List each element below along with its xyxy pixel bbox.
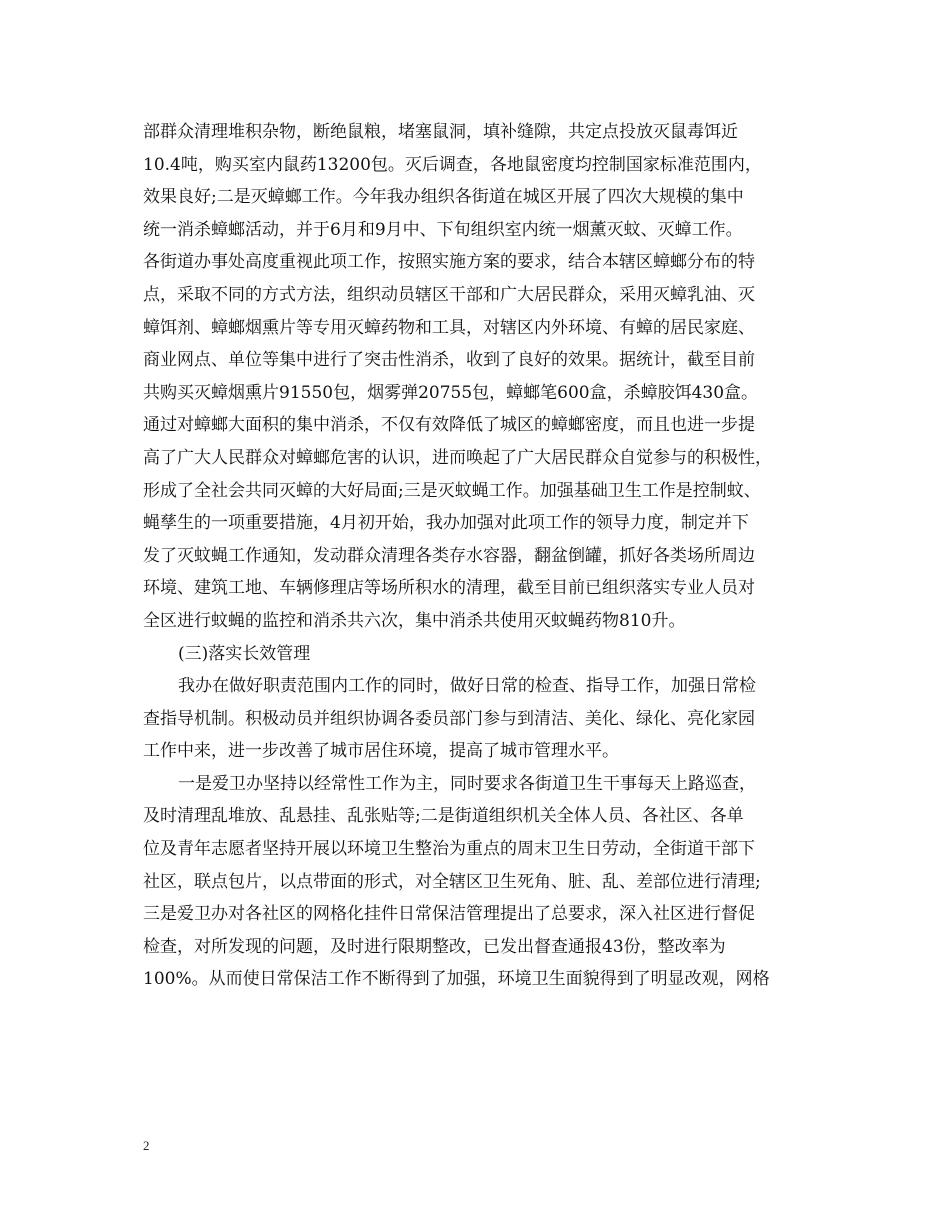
text-line: 形成了全社会共同灭蟑的大好局面;三是灭蚊蝇工作。加强基础卫生工作是控制蚊、 — [143, 480, 761, 501]
text-line: 我办在做好职责范围内工作的同时，做好日常的检查、指导工作，加强日常检 — [178, 676, 756, 697]
text-line: 三是爱卫办对各社区的网格化挂件日常保洁管理提出了总要求，深入社区进行督促 — [143, 904, 755, 925]
text-line: 蟑饵剂、蟑螂烟熏片等专用灭蟑药物和工具，对辖区内外环境、有蟑的居民家庭、 — [143, 317, 755, 338]
text-line: 点，采取不同的方式方法，组织动员辖区干部和广大居民群众，采用灭蟑乳油、灭 — [143, 284, 755, 305]
text-line: 各街道办事处高度重视此项工作，按照实施方案的要求，结合本辖区蟑螂分布的特 — [143, 252, 755, 273]
text-line: 蝇孳生的一项重要措施，4月初开始，我办加强对此项工作的领导力度，制定并下 — [143, 513, 749, 534]
text-line: 100%。从而使日常保洁工作不断得到了加强，环境卫生面貌得到了明显改观，网格 — [143, 969, 770, 990]
text-line: 一是爱卫办坚持以经常性工作为主，同时要求各街道卫生干事每天上路巡查， — [178, 773, 756, 794]
page-number: 2 — [143, 1138, 150, 1153]
text-line: 工作中来，进一步改善了城市居住环境，提高了城市管理水平。 — [143, 741, 619, 762]
text-line: 通过对蟑螂大面积的集中消杀，不仅有效降低了城区的蟑螂密度，而且也进一步提 — [143, 415, 755, 436]
section-heading: (三)落实长效管理 — [178, 643, 311, 664]
text-line: 部群众清理堆积杂物，断绝鼠粮，堵塞鼠洞，填补缝隙，共定点投放灭鼠毒饵近 — [143, 122, 738, 142]
text-line: 环境、建筑工地、车辆修理店等场所积水的清理，截至目前已组织落实专业人员对 — [143, 578, 755, 599]
document-body — [143, 116, 814, 996]
text-line: 效果良好;二是灭蟑螂工作。今年我办组织各街道在城区开展了四次大规模的集中 — [143, 187, 744, 208]
text-line: 及时清理乱堆放、乱悬挂、乱张贴等;二是街道组织机关全体人员、各社区、各单 — [143, 806, 744, 827]
text-line: 检查，对所发现的问题，及时进行限期整改，已发出督查通报43份，整改率为 — [143, 936, 726, 957]
text-line: 全区进行蚊蝇的监控和消杀共六次，集中消杀共使用灭蚊蝇药物810升。 — [143, 610, 686, 631]
text-line: 位及青年志愿者坚持开展以环境卫生整治为重点的周末卫生日劳动，全街道干部下 — [143, 839, 755, 860]
text-line: 统一消杀蟑螂活动，并于6月和9月中、下旬组织室内统一烟薰灭蚊、灭蟑工作。 — [143, 219, 743, 240]
text-line: 10.4吨，购买室内鼠药13200包。灭后调查，各地鼠密度均控制国家标准范围内， — [143, 154, 762, 175]
text-line: 发了灭蚊蝇工作通知，发动群众清理各类存水容器，翻盆倒罐，抓好各类场所周边 — [143, 545, 755, 566]
text-line: 社区，联点包片，以点带面的形式，对全辖区卫生死角、脏、乱、差部位进行清理; — [143, 871, 761, 892]
text-line: 查指导机制。积极动员并组织协调各委员部门参与到清洁、美化、绿化、亮化家园 — [143, 708, 755, 729]
text-line: 共购买灭蟑烟熏片91550包，烟雾弹20755包，蟑螂笔600盒，杀蟑胶饵430盒。 — [143, 382, 759, 403]
text-line: 高了广大人民群众对蟑螂危害的认识，进而唤起了广大居民群众自觉参与的积极性， — [143, 447, 772, 468]
text-line: 商业网点、单位等集中进行了突击性消杀，收到了良好的效果。据统计，截至目前 — [143, 350, 755, 371]
